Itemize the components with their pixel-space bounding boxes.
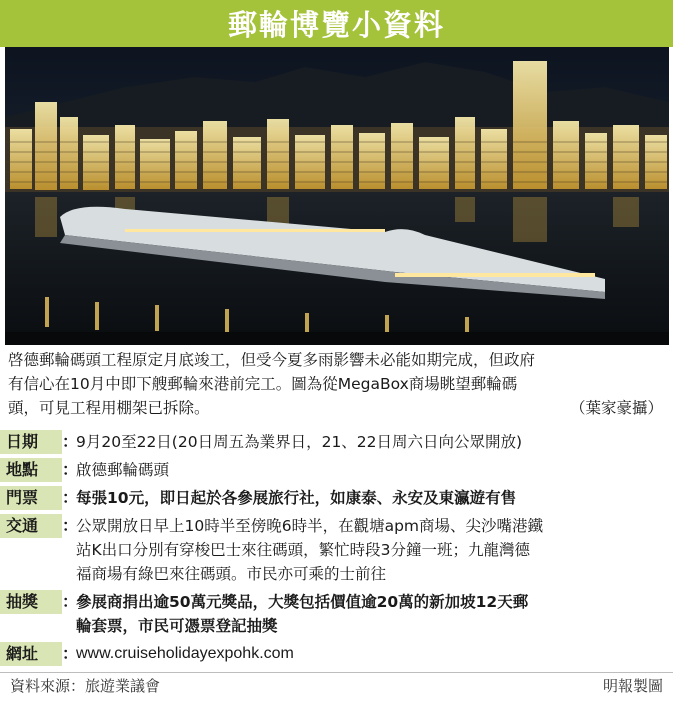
info-value: 公眾開放日早上10時半至傍晚6時半，在觀塘apm商場、尖沙嘴港鐵 xyxy=(76,517,544,535)
colon: ： xyxy=(62,592,79,611)
footer xyxy=(0,672,673,701)
info-label: 門票 xyxy=(0,486,62,510)
info-row-ticket xyxy=(0,486,673,510)
info-row-venue xyxy=(0,458,673,482)
title-bar xyxy=(0,0,673,47)
website-link[interactable]: www.cruiseholidayexpohk.com xyxy=(76,645,294,662)
info-label: 日期 xyxy=(0,430,62,454)
colon: ： xyxy=(62,460,79,479)
info-value: 參展商捐出逾50萬元獎品，大獎包括價值逾20萬的新加坡12天郵 xyxy=(76,593,529,611)
colon: ： xyxy=(62,432,79,451)
info-label: 網址 xyxy=(0,642,62,666)
photo-caption xyxy=(8,348,665,420)
source-text: 資料來源：旅遊業議會 xyxy=(10,677,161,695)
info-value: 福商場有綠巴來往碼頭。市民亦可乘的士前往 xyxy=(76,565,387,583)
info-label: 交通 xyxy=(0,514,62,538)
photo-credit: （葉家豪攝） xyxy=(569,399,663,417)
night-harbour-photo xyxy=(5,47,669,345)
maker-text: 明報製圖 xyxy=(602,677,663,695)
caption-line: 啓德郵輪碼頭工程原定月底竣工，但受今夏多雨影響未必能如期完成，但政府 xyxy=(8,351,536,369)
info-value: 每張10元，即日起於各參展旅行社，如康泰、永安及東瀛遊有售 xyxy=(76,489,517,507)
caption-line: 有信心在10月中即下艘郵輪來港前完工。圖為從MegaBox商場眺望郵輪碼 xyxy=(8,375,518,393)
info-label: 抽獎 xyxy=(0,590,62,614)
info-label: 地點 xyxy=(0,458,62,482)
colon: ： xyxy=(62,644,79,663)
info-row-website xyxy=(0,642,673,666)
colon: ： xyxy=(62,516,79,535)
colon: ： xyxy=(62,488,79,507)
info-value: 站K出口分別有穿梭巴士來往碼頭，繁忙時段3分鐘一班；九龍灣德 xyxy=(76,541,531,559)
info-row-transport xyxy=(0,514,673,586)
info-row-lottery xyxy=(0,590,673,638)
page-title: 郵輪博覽小資料 xyxy=(227,8,445,42)
info-value: 9月20至22日(20日周五為業界日，21、22日周六日向公眾開放) xyxy=(76,433,523,451)
info-value: 啟德郵輪碼頭 xyxy=(76,461,170,479)
caption-line: 頭，可見工程用棚架已拆除。 xyxy=(8,399,210,417)
info-value: 輪套票，市民可憑票登記抽獎 xyxy=(76,617,278,635)
info-row-date xyxy=(0,430,673,454)
